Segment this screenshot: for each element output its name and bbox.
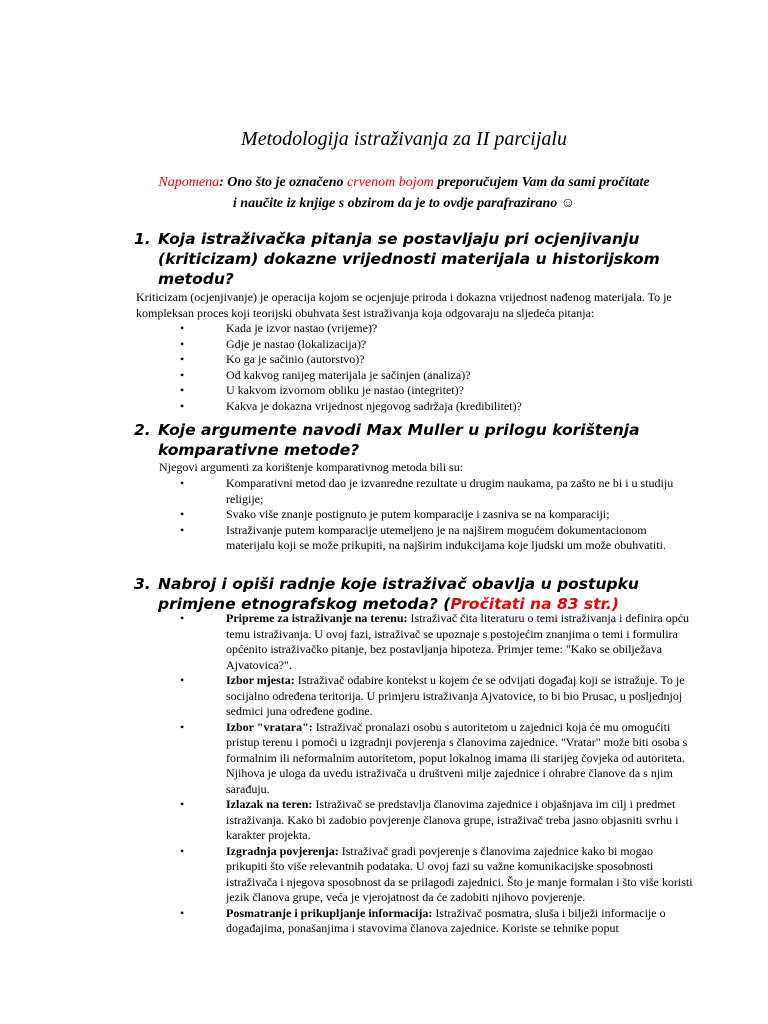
list-item: • Komparativni metod dao je izvanredne rezultate u drugim naukama, pa zašto ne bi i u studiju religije; xyxy=(180,476,674,506)
question-text: Nabroj i opiši radnje koje istraživač obavlja u postupku primjene etnografskog metoda? ( xyxy=(158,575,639,613)
list-item: • Izlazak na teren: Istraživač se predstavlja članovima zajednice i objašnjava im cilj i predmet istraživanja. Kako bi zadobio povjerenje članova grupe, istraživač treba jasno objasniti svrhu i karakter projekta. xyxy=(180,797,679,842)
item-heading: Izlazak na teren: xyxy=(226,797,313,811)
question-text: Koje argumente navodi Max Muller u prilogu korištenja komparativne metode? xyxy=(158,421,640,459)
list-item: • Svako više znanje postignuto je putem komparacije i zasniva se na komparaciji; xyxy=(180,507,610,521)
bullet-icon: • xyxy=(180,336,185,351)
note-red-text: crvenom bojom xyxy=(347,175,434,190)
note-text-2: preporučujem Vam da sami pročitate xyxy=(433,175,650,190)
list-item: • Posmatranje i prikupljanje informacija: Istraživač posmatra, sluša i bilježi informacije o događajima, ponašanjima i stavovima članova zajednice. Koriste se tehnike poput xyxy=(180,905,666,935)
bullet-icon: • xyxy=(180,398,185,413)
question-1-heading xyxy=(134,229,694,289)
bullet-icon: • xyxy=(180,352,185,366)
bullet-icon: • xyxy=(180,905,185,920)
bullet-icon: • xyxy=(180,673,185,687)
list-item: • Od kakvog ranijeg materijala je sačinjen (analiza)? xyxy=(180,367,471,382)
bullet-icon: • xyxy=(180,719,185,734)
list-item: • Ko ga je sačinio (autorstvo)? xyxy=(180,352,365,366)
list-item: • Izgradnja povjerenja: Istraživač gradi povjerenje s članovima zajednice kako bi mogao prikupiti što više relevantnih podataka. U ovoj fazi su važne komunikacijske sposobnosti istraživača i njegova sposobnost da se prilagodi zajednici. Što je manje formalan i što više koristi jezik članova grupe, veća je vjerojatnost da će zadobiti njihovo povjerenje. xyxy=(180,843,693,904)
item-heading: Posmatranje i prikupljanje informacija: xyxy=(226,905,433,920)
question-number: 2. xyxy=(134,421,151,439)
read-page-note: Pročitati na 83 str.) xyxy=(450,595,619,613)
list-item: • Kada je izvor nastao (vrijeme)? xyxy=(180,321,378,335)
question-1-list xyxy=(136,321,696,414)
question-3-list xyxy=(136,611,696,937)
question-2-heading xyxy=(134,420,694,460)
question-1-answer: Kriticizam (ocjenjivanje) je operacija kojom se ocjenjuje priroda i dokazna vrijednost nađenog materijala. To je kompleksan proces koji teorijski obuhvata šest istraživanja koja odgovaraju na sljedeća pitanja: xyxy=(136,290,672,320)
note-label: Napomena xyxy=(158,175,220,190)
bullet-icon: • xyxy=(180,476,185,490)
list-item: • Izbor mjesta: Istraživač odabire kontekst u kojem će se odvijati događaj koji se istražuje. To je socijalno određena teritorija. U primjeru istraživanja Ajvatovice, to bi bio Prusac, u posljednjoj sedmici juna određene godine. xyxy=(180,673,685,718)
item-heading: Pripreme za istraživanje na terenu: xyxy=(226,611,408,625)
item-heading: Izbor "vratara": xyxy=(226,719,313,734)
item-heading: Izbor mjesta: xyxy=(226,673,295,687)
bullet-icon: • xyxy=(180,843,185,858)
bullet-icon: • xyxy=(180,507,185,521)
bullet-icon: • xyxy=(180,383,185,397)
note-line-2: i naučite iz knjige s obzirom da je to ovdje parafrazirano ☺ xyxy=(232,196,576,211)
bullet-icon: • xyxy=(180,522,185,537)
question-number: 1. xyxy=(134,230,151,248)
list-item: • U kakvom izvornom obliku je nastao (integritet)? xyxy=(180,383,464,397)
question-text: Koja istraživačka pitanja se postavljaju pri ocjenjivanju (kriticizam) dokazne vrijednosti materijala u historijskom metodu? xyxy=(158,230,660,288)
bullet-icon: • xyxy=(180,321,185,335)
list-item: • Kakva je dokazna vrijednost njegovog sadržaja (kredibilitet)? xyxy=(180,398,522,413)
question-number: 3. xyxy=(134,575,151,593)
list-item: • Gdje je nastao (lokalizacija)? xyxy=(180,336,367,351)
note-paragraph xyxy=(0,172,768,214)
list-item: • Pripreme za istraživanje na terenu: Istraživač čita literaturu o temi istraživanja i definira opću temu istraživanja. U ovoj fazi, istraživač se upoznaje s postojećim znanjima o temi i formulira općenito istraživačko pitanje, bez postavljanja hipoteza. Primjer teme: "Kako se obilježava Ajvatovica?". xyxy=(180,611,690,672)
list-item: • Izbor "vratara": Istraživač pronalazi osobu s autoritetom u zajednici koja će mu omogućiti pristup terenu i pomoći u izgradnji povjerenja s članovima zajednice. "Vratar" može biti osoba s formalnim ili neformalnim autoritetom, poput lokalnog imama ili starijeg čovjeka od autoriteta. Njihova je uloga da uvedu istraživača u društveni milje zajednice i ohrabre članove da s njim sarađuju. xyxy=(180,719,688,796)
question-3-heading xyxy=(134,574,694,614)
bullet-icon: • xyxy=(180,797,185,811)
bullet-icon: • xyxy=(180,611,185,625)
list-item: • Istraživanje putem komparacije utemeljeno je na najširem mogućem dokumentacionom materijalu koji se može prikupiti, na najširim indukcijama koje ljudski um može obuhvatiti. xyxy=(180,522,666,552)
page-title: Metodologija istraživanja za II parcijalu xyxy=(241,128,567,150)
note-text-1: : Ono što je označeno xyxy=(219,175,348,190)
question-2-list xyxy=(136,476,696,554)
bullet-icon: • xyxy=(180,367,185,382)
item-heading: Izgradnja povjerenja: xyxy=(226,843,339,858)
question-2-answer: Njegovi argumenti za korištenje komparativnog metoda bili su: xyxy=(159,460,464,474)
